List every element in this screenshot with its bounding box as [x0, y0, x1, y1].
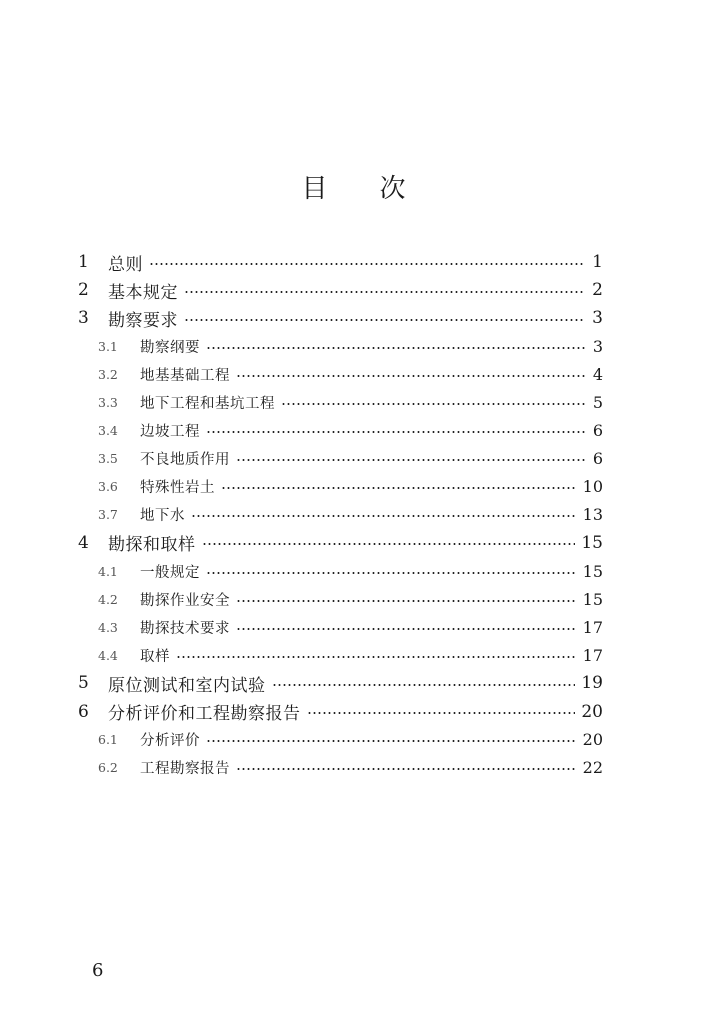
toc-entry-page-number: 3 — [592, 336, 603, 356]
toc-entry-title: 总则 — [108, 254, 143, 275]
toc-leader-dots — [272, 682, 576, 688]
toc-entry-page-number: 17 — [582, 617, 603, 637]
page-title-part-2: 次 — [379, 174, 406, 204]
toc-entry-number: 4.3 — [98, 619, 118, 635]
toc-entry-page-number: 15 — [582, 561, 603, 581]
toc-entry-title: 地下水 — [140, 508, 185, 525]
toc-leader-dots — [202, 541, 576, 547]
toc-leader-dots — [191, 513, 577, 519]
toc-entry-title: 分析评价 — [140, 733, 200, 750]
toc-leader-dots — [184, 317, 585, 323]
toc-section-entry[interactable] — [78, 613, 603, 641]
toc-leader-dots — [206, 738, 577, 744]
toc-section-entry[interactable] — [78, 360, 603, 388]
toc-chapter-entry[interactable] — [78, 529, 603, 557]
toc-leader-dots — [206, 345, 585, 351]
toc-entry-title: 勘察纲要 — [140, 339, 200, 356]
toc-chapter-entry[interactable] — [78, 698, 603, 726]
toc-entry-number: 3.7 — [98, 507, 118, 523]
toc-leader-dots — [236, 598, 577, 604]
toc-section-entry[interactable] — [78, 726, 603, 754]
toc-entry-number: 3.6 — [98, 479, 118, 495]
toc-leader-dots — [206, 570, 577, 576]
toc-entry-title: 工程勘察报告 — [140, 761, 230, 778]
table-of-contents — [78, 248, 603, 782]
toc-entry-number: 3.2 — [98, 366, 118, 382]
toc-leader-dots — [236, 373, 585, 379]
toc-entry-title: 原位测试和室内试验 — [108, 675, 266, 696]
toc-entry-title: 地下工程和基坑工程 — [140, 396, 275, 413]
toc-leader-dots — [281, 401, 585, 407]
toc-chapter-entry[interactable] — [78, 304, 603, 332]
toc-leader-dots — [206, 429, 585, 435]
toc-leader-dots — [236, 457, 585, 463]
page-title-part-1: 目 — [301, 174, 328, 204]
toc-entry-title: 勘察要求 — [108, 310, 178, 331]
toc-entry-page-number: 6 — [592, 421, 603, 441]
toc-entry-number: 2 — [78, 280, 89, 301]
toc-chapter-entry[interactable] — [78, 669, 603, 697]
toc-entry-page-number: 6 — [592, 449, 603, 469]
toc-entry-number: 4.4 — [98, 647, 118, 663]
toc-section-entry[interactable] — [78, 417, 603, 445]
toc-leader-dots — [184, 289, 585, 295]
toc-entry-page-number: 5 — [592, 393, 603, 413]
toc-entry-number: 4.2 — [98, 591, 118, 607]
toc-entry-title: 取样 — [140, 648, 170, 665]
toc-entry-title: 勘探和取样 — [108, 535, 196, 556]
toc-entry-number: 4 — [78, 532, 89, 553]
toc-leader-dots — [307, 710, 576, 716]
toc-entry-page-number: 10 — [582, 477, 603, 497]
toc-section-entry[interactable] — [78, 388, 603, 416]
toc-entry-number: 6.2 — [98, 760, 118, 776]
toc-entry-page-number: 1 — [592, 252, 603, 273]
toc-entry-number: 3.3 — [98, 395, 118, 411]
toc-section-entry[interactable] — [78, 585, 603, 613]
toc-section-entry[interactable] — [78, 557, 603, 585]
toc-entry-title: 分析评价和工程勘察报告 — [108, 704, 301, 725]
toc-entry-page-number: 17 — [582, 645, 603, 665]
footer-page-number: 6 — [92, 960, 104, 981]
toc-entry-number: 3 — [78, 308, 89, 329]
toc-section-entry[interactable] — [78, 473, 603, 501]
toc-section-entry[interactable] — [78, 445, 603, 473]
toc-entry-number: 3.5 — [98, 451, 118, 467]
toc-section-entry[interactable] — [78, 754, 603, 782]
toc-leader-dots — [149, 261, 585, 267]
toc-entry-title: 勘探作业安全 — [140, 592, 230, 609]
toc-section-entry[interactable] — [78, 332, 603, 360]
toc-entry-number: 1 — [78, 252, 89, 273]
page-title — [0, 168, 707, 205]
toc-entry-title: 地基基础工程 — [140, 367, 230, 384]
toc-entry-page-number: 20 — [582, 730, 603, 750]
toc-leader-dots — [236, 766, 577, 772]
toc-entry-title: 边坡工程 — [140, 424, 200, 441]
toc-entry-page-number: 15 — [581, 532, 603, 553]
toc-entry-number: 6.1 — [98, 732, 118, 748]
toc-entry-page-number: 13 — [582, 505, 603, 525]
toc-entry-number: 3.1 — [98, 338, 118, 354]
toc-entry-title: 基本规定 — [108, 282, 178, 303]
toc-entry-page-number: 19 — [581, 673, 603, 694]
toc-entry-page-number: 15 — [582, 589, 603, 609]
toc-entry-page-number: 2 — [592, 280, 603, 301]
toc-section-entry[interactable] — [78, 501, 603, 529]
toc-entry-page-number: 22 — [582, 758, 603, 778]
toc-chapter-entry[interactable] — [78, 276, 603, 304]
toc-entry-page-number: 4 — [592, 364, 603, 384]
toc-entry-title: 一般规定 — [140, 564, 200, 581]
toc-entry-number: 4.1 — [98, 563, 118, 579]
toc-entry-number: 6 — [78, 701, 89, 722]
toc-leader-dots — [236, 626, 577, 632]
toc-entry-title: 勘探技术要求 — [140, 620, 230, 637]
toc-section-entry[interactable] — [78, 641, 603, 669]
toc-entry-page-number: 20 — [581, 701, 603, 722]
toc-entry-number: 5 — [78, 673, 89, 694]
toc-entry-page-number: 3 — [592, 308, 603, 329]
toc-entry-title: 特殊性岩土 — [140, 480, 215, 497]
toc-chapter-entry[interactable] — [78, 248, 603, 276]
toc-leader-dots — [221, 485, 577, 491]
toc-entry-number: 3.4 — [98, 423, 118, 439]
toc-entry-title: 不良地质作用 — [140, 452, 230, 469]
toc-leader-dots — [176, 654, 577, 660]
